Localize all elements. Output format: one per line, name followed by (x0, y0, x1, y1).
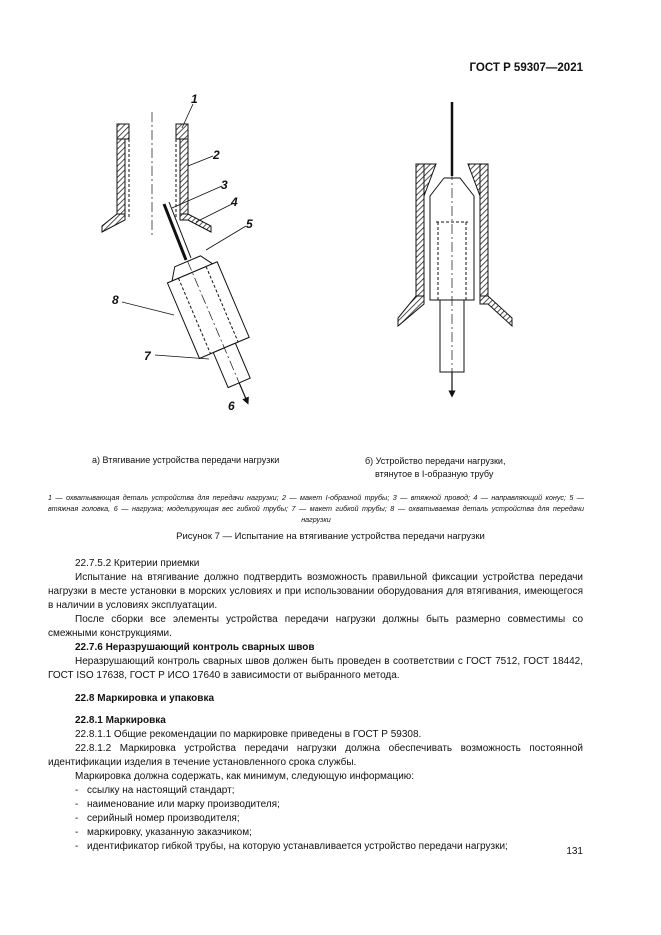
list-item: - ссылку на настоящий стандарт; (75, 785, 235, 796)
section-22-8-1-title: 22.8.1 Маркировка (75, 715, 166, 726)
figure-7-drawing (0, 0, 661, 460)
caption-b (365, 455, 505, 481)
label-6: 6 (228, 399, 235, 413)
caption-b-line1: б) Устройство передачи нагрузки, (365, 456, 506, 466)
list-item: - маркировку, указанную заказчиком; (75, 827, 252, 838)
paragraph-compatibility: После сборки все элементы устройства передачи нагрузки должны быть размерно совместимы со смежными конструкциями. (48, 614, 583, 639)
paragraph-22-8-1-2: 22.8.1.2 Маркировка устройства передачи нагрузки должна обеспечивать возможность постоянной идентификации изделия в течение установленного срока службы. (48, 743, 583, 768)
label-5: 5 (246, 217, 253, 231)
label-7: 7 (144, 349, 151, 363)
load-arrow (239, 383, 247, 401)
label-4: 4 (231, 195, 238, 209)
figure-legend: 1 — охватывающая деталь устройства для передачи нагрузки; 2 — макет I-образной трубы; 3 — втяжной провод; 4 — направляющий конус; 5 — втяжная головка, 6 — нагрузка; моделирующая вес гибкой трубы; 7 — макет гибкой трубы; 8 — охватываемая деталь устройства для передачи нагрузки (48, 493, 584, 524)
list-item: - идентификатор гибкой трубы, на которую устанавливается устройство передачи нагрузки; (75, 841, 508, 852)
page-number: 131 (566, 846, 583, 857)
drawing-a (102, 104, 272, 412)
list-item: - наименование или марку производителя; (75, 799, 280, 810)
marking-list (48, 784, 583, 854)
marking-intro: Маркировка должна содержать, как минимум, следующую информацию: (75, 771, 415, 782)
document-header: ГОСТ Р 59307—2021 (469, 62, 583, 74)
list-item: - серийный номер производителя; (75, 813, 240, 824)
section-22-8-title: 22.8 Маркировка и упаковка (75, 693, 215, 704)
paragraph-22-8-1-1: 22.8.1.1 Общие рекомендации по маркировке приведены в ГОСТ Р 59308. (75, 729, 422, 740)
drawing-b (398, 102, 512, 394)
section-22-7-6-title: 22.7.6 Неразрушающий контроль сварных швов (75, 642, 315, 653)
body-text (48, 557, 583, 854)
label-3: 3 (221, 178, 228, 192)
caption-b-line2: втянутое в I-образную трубу (375, 469, 494, 479)
label-1: 1 (191, 92, 198, 106)
label-8: 8 (112, 293, 119, 307)
caption-a: а) Втягивание устройства передачи нагрузки (92, 455, 280, 465)
label-2: 2 (213, 148, 220, 162)
paragraph-ndt: Неразрушающий контроль сварных швов должен быть проведен в соответствии с ГОСТ 7512, ГОСТ 18442, ГОСТ ISO 17638, ГОСТ Р ИСО 17640 в зависимости от выбранного метода. (48, 656, 583, 681)
guide-cone-left (102, 214, 125, 232)
paragraph-acceptance: Испытание на втягивание должно подтвердить возможность правильной фиксации устройства передачи нагрузки в месте установки в морских условиях и при использовании оборудования для втягивания, имеющегося в наличии в условиях эксплуатации. (48, 572, 583, 611)
section-22-7-5-2-title: 22.7.5.2 Критерии приемки (75, 558, 200, 569)
figure-title: Рисунок 7 — Испытание на втягивание устройства передачи нагрузки (176, 531, 485, 542)
